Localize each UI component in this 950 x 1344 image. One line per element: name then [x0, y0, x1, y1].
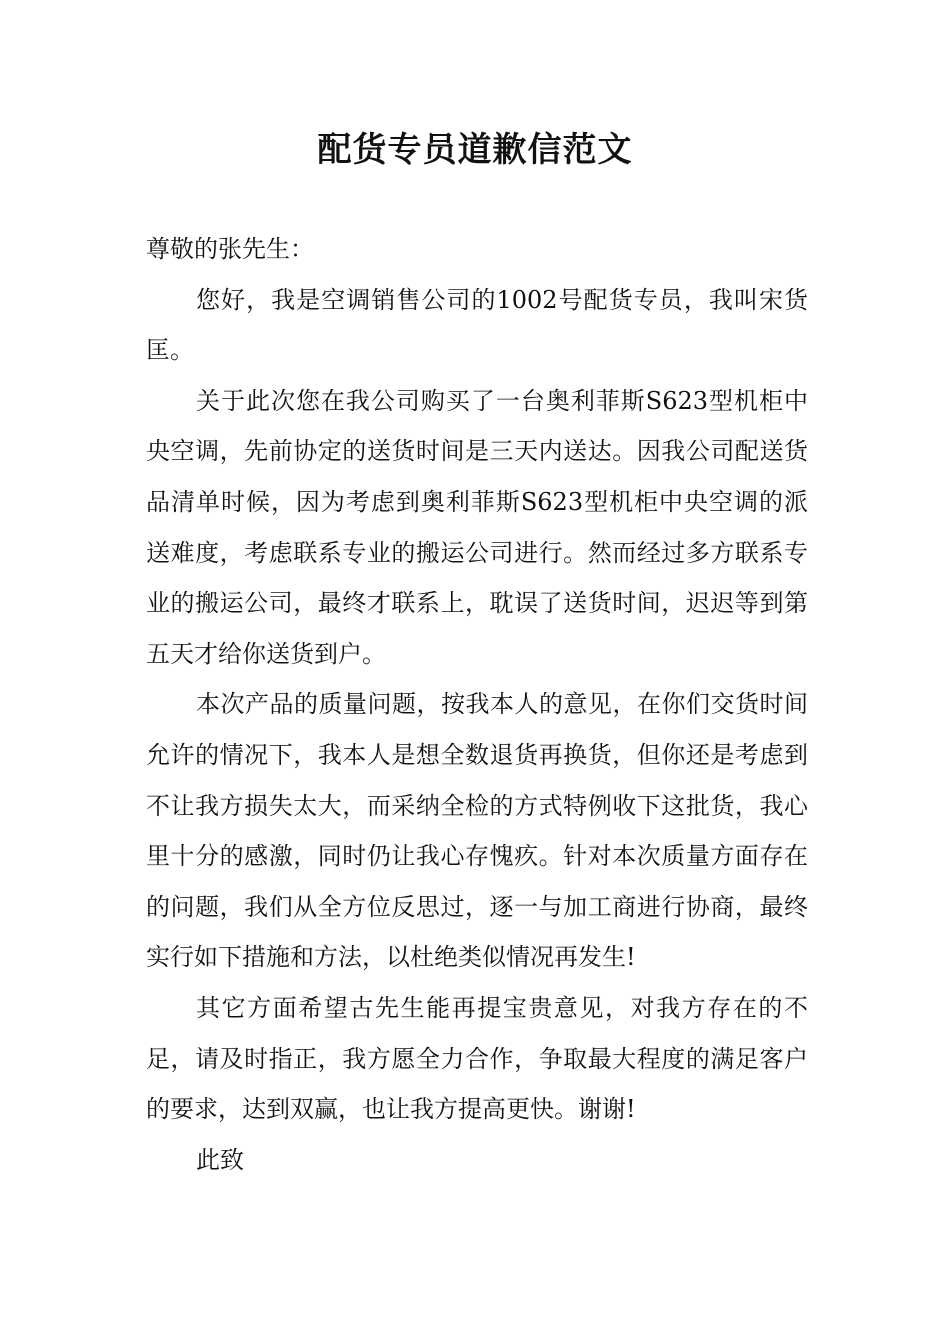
- document-title: 配货专员道歉信范文: [317, 130, 633, 170]
- salutation: 尊敬的张先生：: [146, 235, 314, 263]
- paragraph-greeting: 您好，我是空调销售公司的1002号配货专员，我叫宋货匡。: [146, 285, 808, 365]
- letter-body: [146, 224, 808, 1185]
- paragraph-delivery-delay: 关于此次您在我公司购买了一台奥利菲斯S623型机柜中央空调，先前协定的送货时间是三天内送达。因我公司配送货品清单时候，因为考虑到奥利菲斯S623型机柜中央空调的派送难度，考虑联系专业的搬运公司进行。然而经过多方联系专业的搬运公司，最终才联系上，耽误了送货时间，迟迟等到第五天才给你送货到户。: [146, 386, 808, 668]
- paragraph-quality-issue: 本次产品的质量问题，按我本人的意见，在你们交货时间允许的情况下，我本人是想全数退货再换货，但你还是考虑到不让我方损失太大，而采纳全检的方式特例收下这批货，我心里十分的感激，同时仍让我心存愧疚。针对本次质量方面存在的问题，我们从全方位反思过，逐一与加工商进行协商，最终实行如下措施和方法，以杜绝类似情况再发生!: [146, 690, 808, 972]
- paragraph-feedback-request: 其它方面希望古先生能再提宝贵意见，对我方存在的不足，请及时指正，我方愿全力合作，争取最大程度的满足客户的要求，达到双赢，也让我方提高更快。谢谢!: [146, 993, 808, 1124]
- closing-phrase: 此致: [196, 1145, 244, 1174]
